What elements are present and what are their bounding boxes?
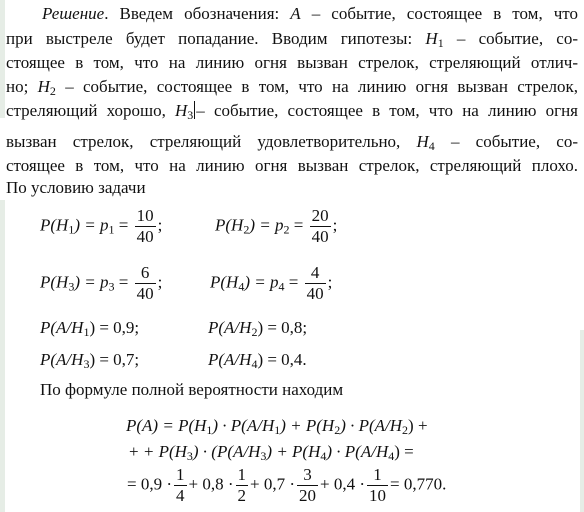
fraction: $\frac{6}{40}$	[136, 263, 154, 303]
fraction: $\frac{20}{40}$	[311, 206, 329, 246]
fraction: $\frac{1}{4}$	[176, 465, 185, 505]
text-line: стреляющий хорошо, $H_3$ – событие, состоящее в том, что на линию огня	[6, 101, 578, 122]
formula-p-h4: $P(H_4) = p_4$ = $\frac{4}{40}$ ;	[210, 263, 333, 303]
fraction: $\frac{4}{40}$	[306, 263, 324, 303]
formula-p-h1: $P(H_1) = p_1$ = $\frac{10}{40}$ ;	[40, 206, 163, 246]
solution-label: Решение	[42, 4, 105, 23]
formula-total-line-1: $P(A) = P(H_1) \cdot P(A/H_1) + P(H_2) \cdot P(A/H_2)$ +	[126, 416, 428, 437]
text-line: Решение. Введем обозначения: A – событие, состоящее в том, что	[42, 4, 578, 23]
formula-p-a-h1: $P(A/H_1) = 0,9$;	[40, 318, 140, 339]
fraction: $\frac{1}{2}$	[237, 465, 247, 505]
fraction: $\frac{3}{20}$	[299, 465, 317, 505]
text-line: при выстреле будет попадание. Вводим гипотезы: $H_1$ – событие, со-	[6, 29, 578, 50]
formula-p-a-h3: $P(A/H_3) = 0,7$;	[40, 350, 140, 371]
fraction: $\frac{10}{40}$	[136, 206, 154, 246]
right-edge-shading	[580, 330, 584, 512]
formula-total-line-3: = 0,9 · $\frac{1}{4}$ + 0,8 · $\frac{1}{2}$ + 0,7 · $\frac{3}{20}$ + 0,4 · $\frac{1}{10}$ = 0,770.	[127, 465, 447, 505]
fraction: $\frac{1}{10}$	[369, 465, 387, 505]
text-line: но; $H_2$ – событие, состоящее в том, что на линию огня вызван стрелок,	[6, 77, 578, 98]
total-probability-heading: По формуле полной вероятности находим	[40, 380, 344, 399]
text-line: По условию задачи	[6, 178, 146, 197]
formula-p-a-h4: $P(A/H_4) = 0,4$.	[208, 350, 307, 371]
left-edge-shading	[0, 0, 5, 118]
formula-p-a-h2: $P(A/H_2) = 0,8$;	[208, 318, 308, 339]
text-line: стоящее в том, что на линию огня вызван стрелок, стреляющий плохо.	[6, 156, 578, 175]
formula-p-h2: $P(H_2) = p_2$ = $\frac{20}{40}$ ;	[215, 206, 338, 246]
formula-p-h3: $P(H_3) = p_3$ = $\frac{6}{40}$ ;	[40, 263, 163, 303]
left-edge-shading	[0, 200, 5, 512]
text-line: стоящее в том, что на линию огня вызван стрелок, стреляющий отлич-	[6, 53, 578, 72]
formula-total-line-2: + + $P(H_3) \cdot (P(A/H_3) + P(H_4) \cdot P(A/H_4)$ =	[129, 442, 414, 463]
text-line: вызван стрелок, стреляющий удовлетворительно, $H_4$ – событие, со-	[6, 132, 578, 153]
